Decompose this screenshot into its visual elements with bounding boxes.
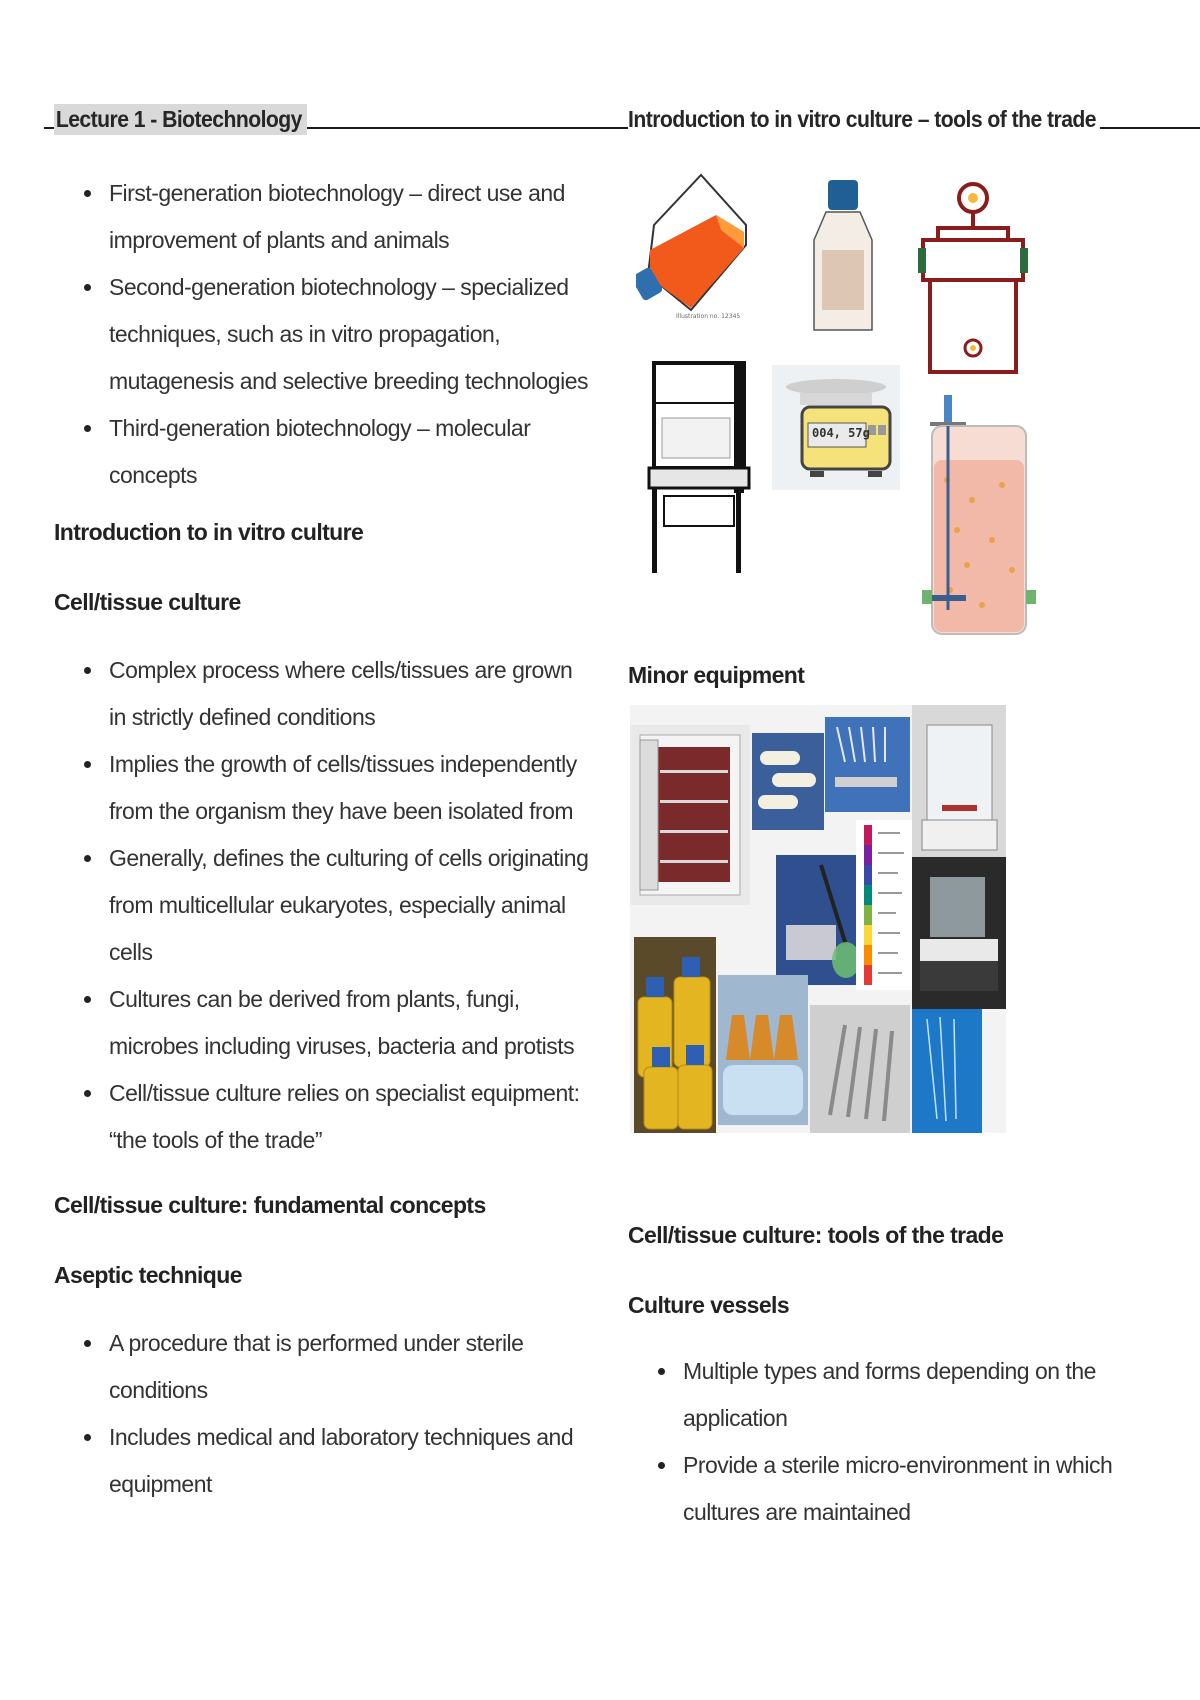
ph-meter-photo xyxy=(776,855,866,985)
laminar-flow-hood-image xyxy=(644,358,754,578)
lecture-title: Lecture 1 - Biotechnology xyxy=(54,104,307,135)
culture-vessels-heading: Culture vessels xyxy=(628,1292,790,1318)
list-item: Cultures can be derived from plants, fungi, microbes including viruses, bacteria and protists xyxy=(54,976,594,1070)
aseptic-list xyxy=(54,1320,594,1508)
left-column xyxy=(54,170,594,1508)
bioreactor-image xyxy=(902,390,1036,640)
right-column xyxy=(628,660,1188,690)
minor-equipment-heading: Minor equipment xyxy=(628,662,805,688)
tools-section-title: Introduction to in vitro culture – tools of the trade xyxy=(628,106,1100,133)
generations-list xyxy=(54,170,594,499)
culture-vessels-list xyxy=(628,1348,1188,1536)
hot-plate-stirrer-photo xyxy=(912,857,1006,1009)
list-item: A procedure that is performed under sterile conditions xyxy=(54,1320,594,1414)
list-item: Second-generation biotechnology – specialized techniques, such as in vitro propagation, mutagenesis and selective breeding technologies xyxy=(54,264,594,405)
cell-culture-heading: Cell/tissue culture xyxy=(54,589,241,615)
glass-pipettes-photo xyxy=(912,1009,982,1133)
flask-caption: Illustration no. 12345 xyxy=(676,313,741,320)
list-item: Provide a sterile micro-environment in which cultures are maintained xyxy=(628,1442,1188,1536)
ph-color-chart xyxy=(856,820,912,990)
intro-heading: Introduction to in vitro culture xyxy=(54,519,364,545)
scale-readout: 004, 57g xyxy=(812,426,870,440)
list-item: Multiple types and forms depending on the application xyxy=(628,1348,1188,1442)
right-column-lower xyxy=(628,1220,1188,1536)
analytical-balance-photo xyxy=(912,705,1006,857)
minor-equipment-collage xyxy=(630,705,1006,1133)
media-bottles-photo xyxy=(634,937,716,1133)
balance-scale-image xyxy=(772,365,900,490)
list-item: Complex process where cells/tissues are grown in strictly defined conditions xyxy=(54,647,594,741)
list-item: Generally, defines the culturing of cells originating from multicellular eukaryotes, especially animal cells xyxy=(54,835,594,976)
list-item: Includes medical and laboratory techniques and equipment xyxy=(54,1414,594,1508)
centrifuge-tubes-photo xyxy=(752,733,824,830)
incubator-photo xyxy=(630,725,750,905)
scalpels-photo xyxy=(825,717,910,812)
autoclave-image xyxy=(918,178,1028,378)
tools-illustration xyxy=(636,170,1036,640)
cell-culture-list xyxy=(54,647,594,1164)
tools-of-trade-heading: Cell/tissue culture: tools of the trade xyxy=(628,1222,1004,1248)
media-bottle-image xyxy=(808,180,878,340)
list-item: Third-generation biotechnology – molecular concepts xyxy=(54,405,594,499)
list-item: Implies the growth of cells/tissues independently from the organism they have been isolated from xyxy=(54,741,594,835)
culture-flask-image xyxy=(636,170,756,320)
forceps-photo xyxy=(810,1005,910,1133)
shaker-flasks-photo xyxy=(718,975,808,1125)
fundamentals-heading: Cell/tissue culture: fundamental concepts xyxy=(54,1192,486,1218)
list-item: Cell/tissue culture relies on specialist equipment: “the tools of the trade” xyxy=(54,1070,594,1164)
aseptic-heading: Aseptic technique xyxy=(54,1262,242,1288)
list-item: First-generation biotechnology – direct use and improvement of plants and animals xyxy=(54,170,594,264)
